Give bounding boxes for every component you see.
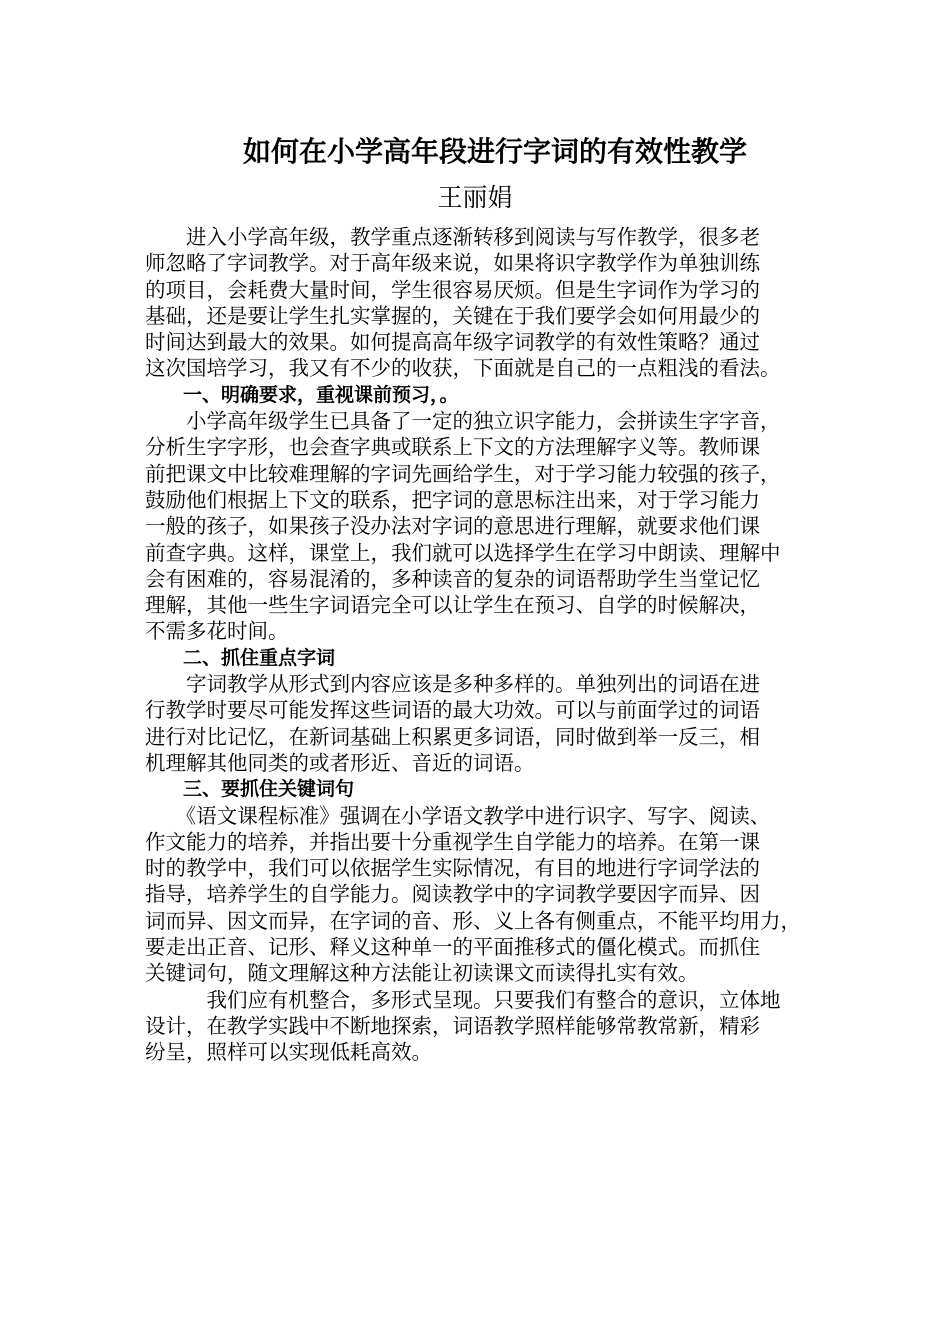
paragraph-line: 机理解其他同类的或者形近、音近的词语。 [145, 750, 535, 775]
paragraph-line: 词而异、因文而异，在字词的音、形、义上各有侧重点，不能平均用力， [145, 908, 801, 933]
paragraph-line: 前查字典。这样，课堂上，我们就可以选择学生在学习中朗读、理解中 [145, 540, 781, 565]
paragraph-line: 理解，其他一些生字词语完全可以让学生在预习、自学的时候解决， [145, 593, 760, 618]
paragraph-line: 要走出正音、记形、释义这种单一的平面推移式的僵化模式。而抓住 [145, 935, 760, 960]
document-body [145, 224, 825, 1066]
paragraph-line: 时的教学中，我们可以依据学生实际情况，有目的地进行字词学法的 [145, 856, 760, 881]
paragraph-line: 设计，在教学实践中不断地探索，词语教学照样能够常教常新，精彩 [145, 1013, 760, 1038]
section-heading: 二、抓住重点字词 [145, 646, 336, 669]
paragraph-line: 《语文课程标准》强调在小学语文教学中进行识字、写字、阅读、 [145, 803, 771, 828]
paragraph-line: 纷呈，照样可以实现低耗高效。 [145, 1040, 432, 1065]
paragraph-line: 一般的孩子，如果孩子没办法对字词的意思进行理解，就要求他们课 [145, 514, 760, 539]
paragraph-line: 行教学时要尽可能发挥这些词语的最大功效。可以与前面学过的词语 [145, 698, 760, 723]
paragraph-line: 进行对比记忆，在新词基础上积累更多词语，同时做到举一反三，相 [145, 724, 760, 749]
paragraph-line: 进入小学高年级，教学重点逐渐转移到阅读与写作教学，很多老 [145, 225, 760, 249]
section-heading: 三、要抓住关键词句 [145, 778, 355, 801]
document-title: 如何在小学高年段进行字词的有效性教学 [242, 135, 747, 168]
section-heading: 一、明确要求，重视课前预习，。 [145, 383, 459, 406]
document-author: 王丽娟 [437, 183, 513, 212]
paragraph-line: 的项目，会耗费大量时间，学生很容易厌烦。但是生字词作为学习的 [145, 277, 760, 302]
paragraph-line: 小学高年级学生已具备了一定的独立识字能力，会拼读生字字音， [145, 409, 781, 434]
paragraph-line: 字词教学从形式到内容应该是多种多样的。单独列出的词语在进 [145, 672, 760, 697]
paragraph-line: 关键词句，随文理解这种方法能让初读课文而读得扎实有效。 [145, 961, 699, 986]
paragraph-line: 作文能力的培养，并指出要十分重视学生自学能力的培养。在第一课 [145, 829, 760, 854]
paragraph-line: 时间达到最大的效果。如何提高高年级字词教学的有效性策略？通过 [145, 330, 760, 355]
paragraph-line: 不需多花时间。 [145, 619, 289, 644]
paragraph-line: 指导，培养学生的自学能力。阅读教学中的字词教学要因字而异、因 [145, 882, 760, 907]
paragraph-line: 这次国培学习，我又有不少的收获，下面就是自己的一点粗浅的看法。 [145, 356, 781, 381]
paragraph-line: 鼓励他们根据上下文的联系，把字词的意思标注出来，对于学习能力 [145, 487, 760, 512]
paragraph-line: 师忽略了字词教学。对于高年级来说，如果将识字教学作为单独训练 [145, 251, 760, 276]
paragraph-line: 基础，还是要让学生扎实掌握的，关键在于我们要学会如何用最少的 [145, 303, 760, 328]
paragraph-line: 会有困难的，容易混淆的，多种读音的复杂的词语帮助学生当堂记忆 [145, 566, 760, 591]
paragraph-line: 分析生字字形，也会查字典或联系上下文的方法理解字义等。教师课 [145, 435, 760, 460]
paragraph-line: 我们应有机整合，多形式呈现。只要我们有整合的意识，立体地 [145, 987, 781, 1012]
paragraph-line: 前把课文中比较难理解的字词先画给学生，对于学习能力较强的孩子， [145, 461, 781, 486]
